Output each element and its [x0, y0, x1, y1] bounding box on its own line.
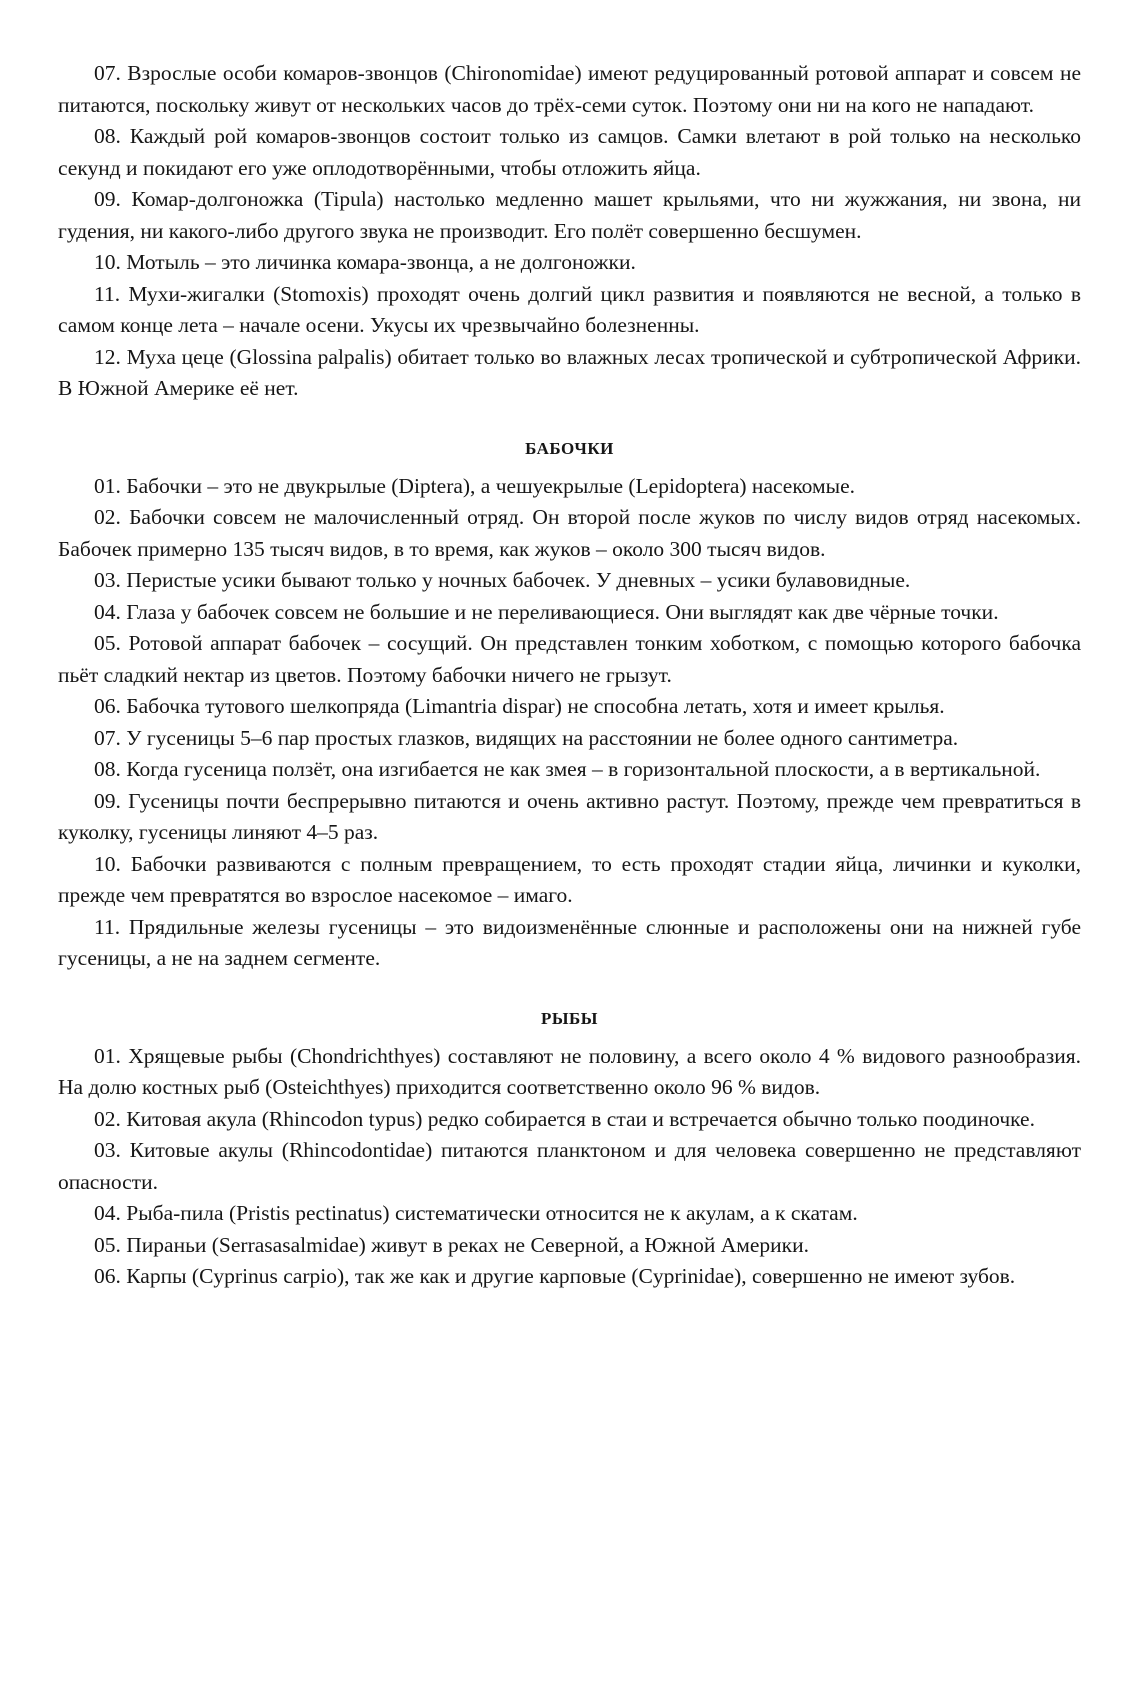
list-item: 05. Пираньи (Serrasasalmidae) живут в реках не Северной, а Южной Америки. [94, 1232, 809, 1257]
list-item: 04. Глаза у бабочек совсем не большие и не переливающиеся. Они выглядят как две чёрные точки. [94, 599, 999, 624]
intro-section [58, 58, 1081, 405]
page-content [58, 58, 1081, 1293]
list-item: 12. Муха цеце (Glossina palpalis) обитает только во влажных лесах тропической и субтропической Африки. В Южной Америке её нет. [58, 344, 1081, 400]
list-item: 09. Гусеницы почти беспрерывно питаются и очень активно растут. Поэтому, прежде чем превратиться в куколку, гусеницы линяют 4–5 раз. [58, 788, 1081, 844]
list-item: 05. Ротовой аппарат бабочек – сосущий. Он представлен тонким хоботком, с помощью которого бабочка пьёт сладкий нектар из цветов. Поэтому бабочки ничего не грызут. [58, 631, 1081, 687]
section-heading-fish: РЫБЫ [540, 1008, 598, 1028]
list-item: 08. Когда гусеница ползёт, она изгибается не как змея – в горизонтальной плоскости, а в вертикальной. [94, 757, 1041, 781]
list-item: 06. Карпы (Cyprinus carpio), так же как и другие карповые (Cyprinidae), совершенно не имеют зубов. [94, 1264, 1016, 1288]
list-item: 09. Комар-долгоножка (Tipula) настолько медленно машет крыльями, что ни жужжания, ни звона, ни гудения, ни какого-либо другого звука не производит. Его полёт совершенно бесшумен. [58, 187, 1081, 243]
list-item: 04. Рыба-пила (Pristis pectinatus) систематически относится не к акулам, а к скатам. [94, 1201, 858, 1225]
list-item: 11. Прядильные железы гусеницы – это видоизменённые слюнные и расположены они на нижней губе гусеницы, а не на заднем сегменте. [58, 914, 1081, 970]
list-item: 08. Каждый рой комаров-звонцов состоит только из самцов. Самки влетают в рой только на несколько секунд и покидают его уже оплодотворёнными, чтобы отложить яйца. [58, 124, 1081, 180]
list-item: 11. Мухи-жигалки (Stomoxis) проходят очень долгий цикл развития и появляются не весной, а только в самом конце лета – начале осени. Укусы их чрезвычайно болезненны. [58, 281, 1081, 337]
list-item: 10. Мотыль – это личинка комара-звонца, а не долгоножки. [94, 250, 636, 274]
section-heading-butterflies: БАБОЧКИ [525, 438, 614, 458]
fish-section [58, 1005, 1081, 1293]
list-item: 03. Китовые акулы (Rhincodontidae) питаются планктоном и для человека совершенно не представляют опасности. [58, 1138, 1081, 1194]
list-item: 01. Хрящевые рыбы (Chondrichthyes) составляют не половину, а всего около 4 % видового разнообразия. На долю костных рыб (Osteichthyes) приходится соответственно около 96 % видов. [58, 1043, 1081, 1099]
list-item: 10. Бабочки развиваются с полным превращением, то есть проходят стадии яйца, личинки и куколки, прежде чем превратятся во взрослое насекомое – имаго. [58, 851, 1081, 907]
list-item: 01. Бабочки – это не двукрылые (Diptera), а чешуекрылые (Lepidoptera) насекомые. [94, 473, 855, 498]
list-item: 07. У гусеницы 5–6 пар простых глазков, видящих на расстоянии не более одного сантиметра. [94, 725, 959, 750]
list-item: 02. Бабочки совсем не малочисленный отряд. Он второй после жуков по числу видов отряд насекомых. Бабочек примерно 135 тысяч видов, в то время, как жуков – около 300 тысяч видов. [58, 505, 1081, 561]
list-item: 03. Перистые усики бывают только у ночных бабочек. У дневных – усики булавовидные. [94, 568, 911, 592]
list-item: 07. Взрослые особи комаров-звонцов (Chironomidae) имеют редуцированный ротовой аппарат и совсем не питаются, поскольку живут от нескольких часов до трёх-семи суток. Поэтому они ни на кого не нападают. [58, 61, 1081, 117]
list-item: 06. Бабочка тутового шелкопряда (Limantria dispar) не способна летать, хотя и имеет крылья. [94, 694, 945, 718]
butterflies-section [58, 435, 1081, 975]
list-item: 02. Китовая акула (Rhincodon typus) редко собирается в стаи и встречается обычно только поодиночке. [94, 1106, 1035, 1131]
